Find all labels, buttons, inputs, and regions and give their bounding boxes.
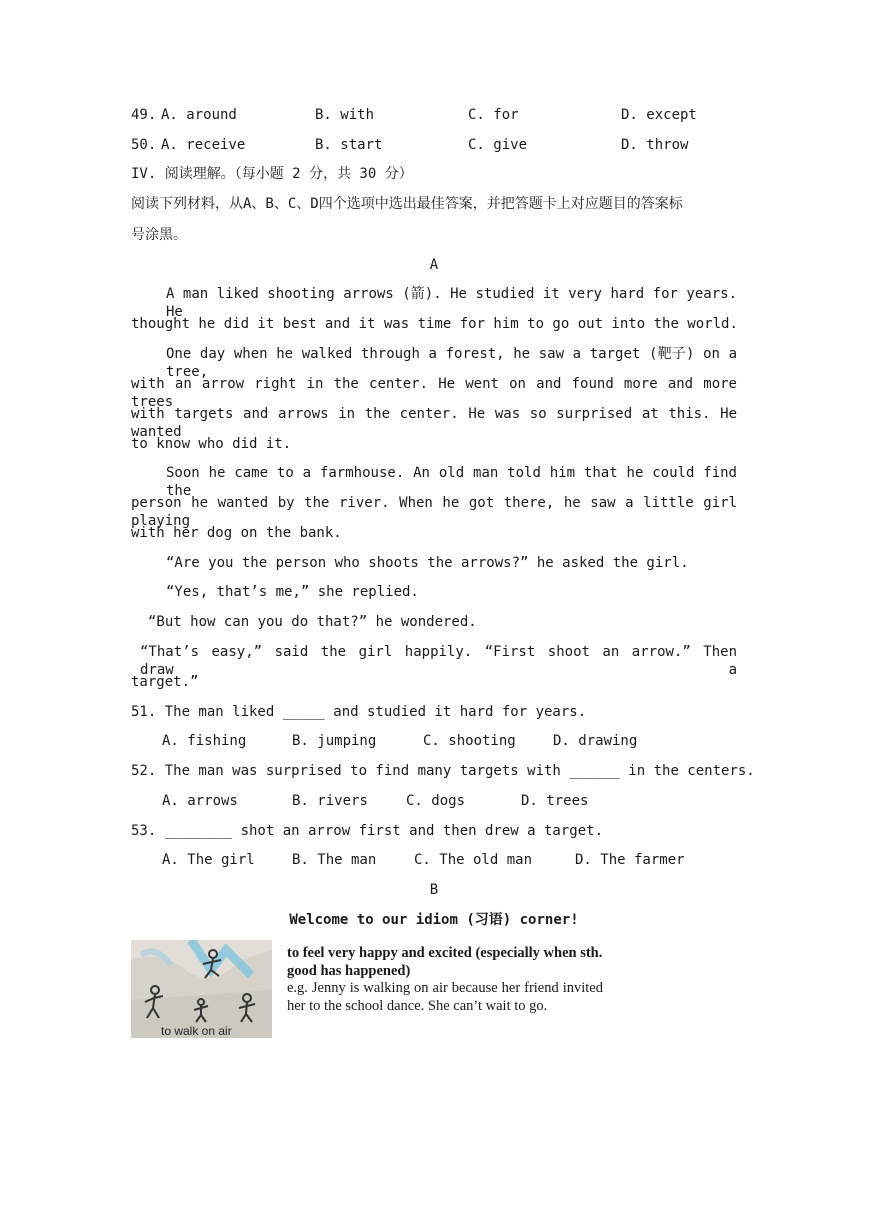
q53-stem: 53. ________ shot an arrow first and then drew a target. [131, 823, 604, 839]
passage-a-line: “Are you the person who shoots the arrows?” he asked the girl. [166, 555, 689, 571]
q52-option-d: D. trees [521, 793, 589, 809]
passage-b-label: B [429, 882, 439, 898]
q52-option-a: A. arrows [162, 793, 238, 809]
idiom-entry [287, 945, 603, 1015]
idiom-definition: to feel very happy and excited (especially when sth. good has happened) [287, 945, 603, 979]
q53-option-a: A. The girl [162, 852, 255, 868]
passage-a-line: A man liked shooting arrows (箭). He studied it very hard for years. He [166, 286, 737, 320]
passage-a-line: “Yes, that’s me,” she replied. [166, 584, 419, 600]
passage-a-line: target.” [131, 674, 199, 690]
q49-option-a: A. around [161, 107, 237, 123]
passage-a-line: thought he did it best and it was time for him to go out into the world. [131, 316, 738, 332]
q51-option-c: C. shooting [423, 733, 516, 749]
q50-option-b: B. start [315, 137, 383, 153]
q52-stem: 52. The man was surprised to find many targets with ______ in the centers. [131, 763, 755, 779]
q51-option-d: D. drawing [553, 733, 638, 749]
section-instruction-line-1: 阅读下列材料，从A、B、C、D四个选项中选出最佳答案，并把答题卡上对应题目的答案标 [131, 196, 683, 212]
section-heading: IV. 阅读理解。（每小题 2 分，共 30 分） [131, 166, 413, 182]
q51-option-a: A. fishing [162, 733, 247, 749]
q49-option-b: B. with [315, 107, 375, 123]
q50-option-a: A. receive [161, 137, 246, 153]
passage-a-label: A [429, 257, 439, 273]
passage-a-line: One day when he walked through a forest, he saw a target (靶子) on a tree, [166, 346, 737, 380]
passage-a-line: person he wanted by the river. When he got there, he saw a little girl playing [131, 495, 737, 529]
q51-option-b: B. jumping [292, 733, 377, 749]
passage-a-line: Soon he came to a farmhouse. An old man told him that he could find the [166, 465, 737, 499]
passage-a-line: to know who did it. [131, 436, 292, 452]
passage-a-line: “But how can you do that?” he wondered. [148, 614, 477, 630]
q50-option-d: D. throw [621, 137, 689, 153]
idiom-illustration [131, 940, 272, 1038]
passage-b-title: Welcome to our idiom (习语) corner! [289, 912, 579, 928]
q49-option-d: D. except [621, 107, 697, 123]
q53-option-d: D. The farmer [575, 852, 685, 868]
section-instruction-line-2: 号涂黑。 [131, 227, 187, 243]
passage-a-line: with her dog on the bank. [131, 525, 342, 541]
q50-option-c: C. give [468, 137, 528, 153]
q52-option-b: B. rivers [292, 793, 368, 809]
idiom-image-caption: to walk on air [161, 1024, 232, 1038]
q52-option-c: C. dogs [406, 793, 466, 809]
q50-number: 50. [131, 137, 157, 153]
passage-a-line: with targets and arrows in the center. He was so surprised at this. He wanted [131, 406, 737, 440]
passage-a-line: with an arrow right in the center. He went on and found more and more trees [131, 376, 737, 410]
idiom-example: e.g. Jenny is walking on air because her friend invited her to the school dance. She can’t wait to go. [287, 980, 603, 1014]
q53-option-c: C. The old man [414, 852, 533, 868]
q49-option-c: C. for [468, 107, 519, 123]
q53-option-b: B. The man [292, 852, 377, 868]
q49-number: 49. [131, 107, 157, 123]
q51-stem: 51. The man liked _____ and studied it hard for years. [131, 704, 587, 720]
passage-a-line: “That’s easy,” said the girl happily. “First shoot an arrow.” Then draw a [140, 644, 737, 678]
